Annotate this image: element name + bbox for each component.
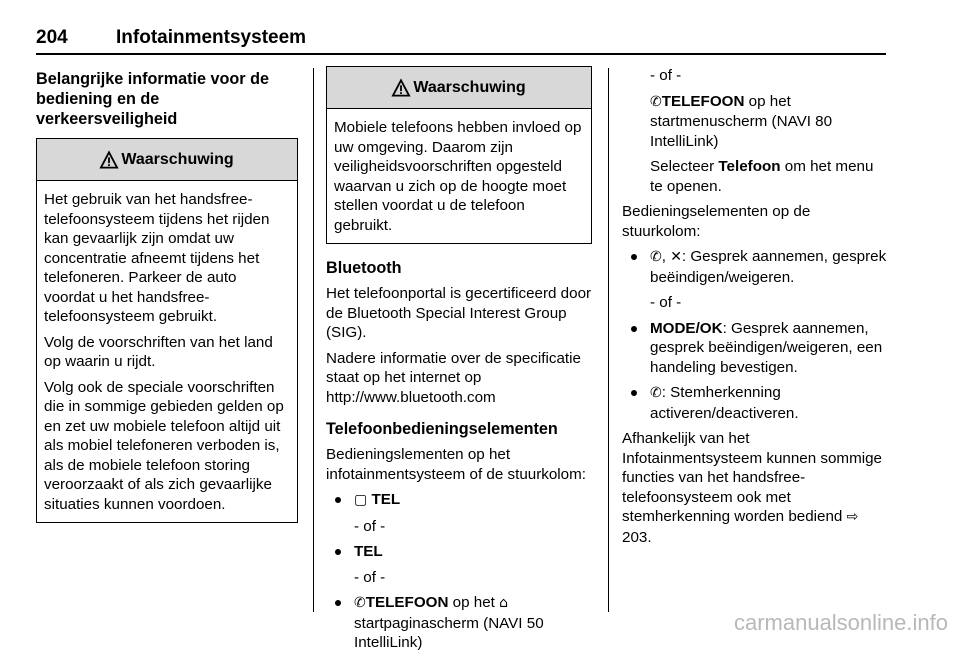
steering-controls-paragraph: Bedieningselementen op de stuurkolom: [622, 203, 811, 240]
bluetooth-paragraph-2: Nadere informatie over de specificatie staat op het internet op http://www.bluetooth.com [326, 349, 581, 406]
hang-up-icon: ✕ [670, 249, 682, 265]
warning-header: Waarschuwing [37, 139, 297, 181]
home-icon: ⌂ [499, 595, 508, 611]
controls-paragraph: Bedieningslementen op het infotainmentsysteem of de stuurkolom: [326, 446, 586, 483]
column-1 [36, 69, 298, 537]
column-divider-2 [608, 68, 609, 612]
column-3 [622, 66, 888, 553]
telefoon-start-menu-text: ✆TELEFOON op het startmenuscherm (NAVI 80 IntelliLink) [650, 92, 833, 150]
warning-header: Waarschuwing [327, 67, 591, 109]
watermark: carmanualsonline.info [733, 610, 948, 635]
or-separator: - of - [650, 67, 682, 84]
list-item: TEL [326, 542, 592, 562]
section-title-bluetooth: Bluetooth [326, 259, 402, 277]
column-divider-1 [313, 68, 314, 612]
column-2 [326, 60, 592, 659]
voice-recognition-icon: ✆ [650, 385, 662, 401]
warning-body: Het gebruik van het handsfree-telefoonsysteem tijdens het rijden kan gevaarlijk zijn omdat uw concentratie afneemt tijdens het telefoneren. Parkeer de auto voordat u het handsfree-telefoonsysteem gebruikt. Volg de voorschriften van het land op waarin u rijdt. Volg ook de speciale voorschriften die in sommige gebieden gelden op en zet uw mobiele telefoon altijd uit als mobiel telefoneren verboden is, als de mobiele telefoon storing veroorzaakt of als zich gevaarlijke situaties kunnen voordoen. [44, 191, 284, 513]
list-item: ✆, ✕: Gesprek aannemen, gesprek beëindigen/weigeren. [622, 247, 888, 287]
menu-square-icon: ▢ [354, 492, 368, 508]
final-paragraph: Afhankelijk van het Infotainmentsysteem kunnen sommige functies van het handsfree-telefoonsysteem ook met stemherkenning worden bediend ⇨ 203. [622, 430, 883, 546]
warning-triangle-icon [392, 79, 410, 97]
section-title-controls: Telefoonbedieningselementen [326, 420, 558, 438]
or-separator: - of - [650, 294, 682, 311]
phone-handset-icon: ✆ [650, 93, 662, 110]
phone-handset-icon: ✆ [650, 249, 662, 265]
page-header [36, 27, 886, 53]
warning-body: Mobiele telefoons hebben invloed op uw omgeving. Daarom zijn veiligheidsvoorschriften opgesteld waarvan u zich op de hoogte moet stellen voordat u de telefoon gebruikt. [334, 119, 582, 234]
select-telefoon-text: Selecteer Telefoon om het menu te openen. [650, 158, 874, 195]
bluetooth-paragraph-1: Het telefoonportal is gecertificeerd door de Bluetooth Special Interest Group (SIG). [326, 285, 592, 341]
controls-list [326, 490, 592, 511]
warning-triangle-icon [100, 151, 118, 169]
list-item: MODE/OK: Gesprek aannemen, gesprek beëindigen/weigeren, een handeling bevestigen. [622, 319, 888, 378]
list-item: ✆: Stemherkenning activeren/deactiveren. [622, 383, 888, 423]
warning-box-2 [326, 66, 592, 244]
reference-arrow-icon: ⇨ [846, 509, 859, 525]
chapter-title: Infotainmentsysteem [116, 27, 307, 48]
page-number: 204 [36, 27, 68, 48]
header-rule [36, 53, 886, 55]
warning-box-1 [36, 138, 298, 523]
list-item: ✆TELEFOON op het ⌂ startpaginascherm (NAVI 50 IntelliLink) [326, 593, 592, 653]
or-separator: - of - [354, 568, 386, 586]
phone-handset-icon: ✆ [354, 595, 366, 611]
list-item: ▢ TEL [326, 490, 592, 511]
section-title-safety: Belangrijke informatie voor de bediening en de verkeersveiligheid [36, 70, 269, 128]
or-separator: - of - [354, 517, 386, 535]
